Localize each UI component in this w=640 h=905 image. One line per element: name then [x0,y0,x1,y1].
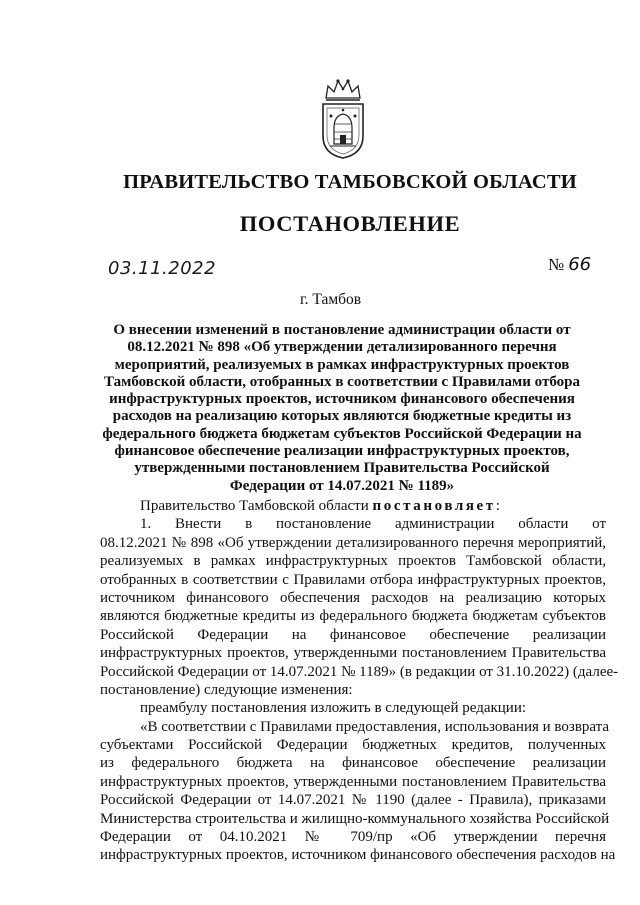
number-value: 66 [568,254,592,275]
government-name: ПРАВИТЕЛЬСТВО ТАМБОВСКОЙ ОБЛАСТИ [123,171,577,193]
body-line: преамбулу постановления изложить в следующей редакции: [140,700,527,717]
heading-line: О внесении изменений в постановление администрации области от [113,322,571,338]
heading-line: мероприятий, реализуемых в рамках инфраструктурных проектов [114,356,570,373]
heading-line: финансовое обеспечение реализации инфраструктурных проектов, [114,443,570,460]
body-line: «В соответствии с Правилами предоставления, использования и возврата [140,718,610,735]
heading-line: инфраструктурных проектов, источником финансового обеспечения [109,391,575,408]
heading-line: Федерации от 14.07.2021 № 1189» [229,477,455,494]
intro-decree-word: постановляет [372,498,496,514]
intro-text: Правительство Тамбовской области [140,498,369,514]
document-number [548,254,591,275]
body-line: Российской Федерации на финансовое обеспечение реализации [100,626,606,643]
heading-line: расходов на реализацию которых являются бюджетные кредиты из [112,408,572,425]
heading-line: утвержденными постановлением Правительства Российской [134,460,550,477]
body-line: источником финансового обеспечения расходов на реализацию которых [100,589,606,606]
tambov-coat-of-arms-icon [318,78,368,160]
body-line: Федерации от 04.10.2021 № 709/пр «Об утверждении перечня [100,829,606,846]
heading-line: 08.12.2021 № 898 «Об утверждении детализированного перечня [127,339,557,356]
number-sign: № [548,255,565,274]
document-type-title: ПОСТАНОВЛЕНИЕ [239,211,461,236]
body-line: 1. Внести в постановление администрации области от [140,516,606,533]
body-line: из федерального бюджета на финансовое обеспечение реализации [100,755,606,772]
body-line: Министерства строительства и жилищно-коммунального хозяйства Российской [100,810,610,827]
heading-line: федерального бюджета бюджетам субъектов Российской Федерации на [102,425,582,442]
body-line: являются бюджетные кредиты из федерального бюджета бюджетам субъектов [100,608,606,625]
handwritten-date: 03.11.2022 [108,258,217,279]
body-line: инфраструктурных проектов, утвержденными постановлением Правительства [100,773,606,790]
body-line: Российской Федерации от 14.07.2021 № 1190 (далее - Правила), приказами [100,792,606,809]
body-line: 08.12.2021 № 898 «Об утверждении детализированного перечня мероприятий, [100,534,606,551]
body-line: инфраструктурных проектов, утвержденными постановлением Правительства [100,645,606,662]
resolution-heading [100,322,584,495]
body-line: инфраструктурных проектов, источником финансового обеспечения расходов на [100,847,616,864]
body-line: отобранных в соответствии с Правилами отбора инфраструктурных проектов, [100,571,606,588]
body-line: Российской Федерации от 14.07.2021 № 1189» (в редакции от 31.10.2022) (далее- [100,663,619,680]
intro-line [100,497,606,515]
intro-colon: : [495,498,500,514]
resolution-body [100,497,619,865]
city-label: г. Тамбов [300,291,362,308]
heading-line: Тамбовской области, отобранных в соответствии с Правилами отбора [104,373,580,390]
body-line: субъектами Российской Федерации бюджетных кредитов, полученных [100,737,606,754]
body-line: реализуемых в рамках инфраструктурных проектов Тамбовской области, [100,553,606,570]
body-line: постановление) следующие изменения: [100,681,353,698]
